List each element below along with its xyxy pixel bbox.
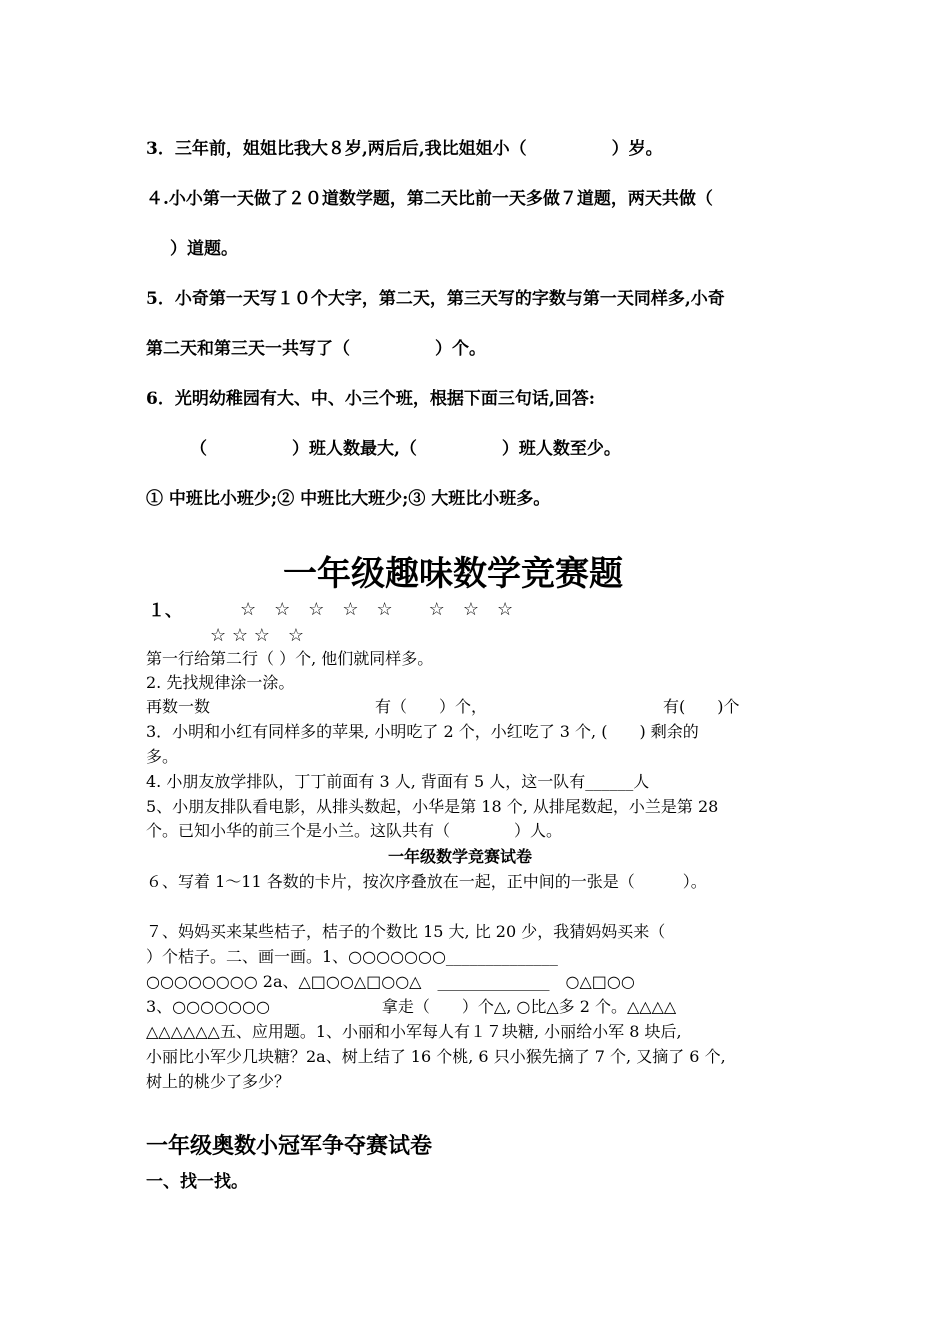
question-6-line3: ① 中班比小班少;② 中班比大班少;③ 大班比小班多。 (146, 489, 551, 509)
question-4-line2: ）道题。 (170, 239, 238, 259)
question-3-line2: 多。 (146, 747, 179, 766)
question-2-title: 2. 先找规律涂一涂。 (146, 673, 295, 692)
question-7-line1: ７、妈妈买来某些桔子，桔子的个数比 15 大, 比 20 少，我猜妈妈买来（ (146, 922, 666, 941)
section-3-sub: 一、找一找。 (146, 1172, 248, 1192)
question-7-line2: ）个桔子。二、画一画。1、○○○○○○○______________ (146, 947, 558, 966)
question-3: 3．三年前，姐姐比我大８岁,两后后,我比姐姐小（ ）岁。 (146, 139, 663, 159)
question-1-label: １、 (148, 601, 182, 621)
question-4: 4. 小朋友放学排队，丁丁前面有 3 人, 背面有 5 人，这一队有______人 (146, 772, 650, 791)
stars-row-1: ☆ ☆ ☆ ☆ ☆ ☆ ☆ ☆ (240, 599, 514, 620)
question-5-line2: 个。已知小华的前三个是小兰。这队共有（ ）人。 (146, 821, 563, 840)
question-5-line1: 5、小朋友排队看电影，从排头数起，小华是第 18 个, 从排尾数起，小兰是第 28 (146, 797, 719, 816)
question-5-line2: 第二天和第三天一共写了（ ）个。 (146, 339, 486, 359)
question-5-line1: 5．小奇第一天写１０个大字，第二天，第三天写的字数与第一天同样多,小奇 (146, 289, 725, 309)
question-3-line1: 3．小明和小红有同样多的苹果, 小明吃了 2 个，小红吃了 3 个, ( ) 剩余的 (146, 722, 699, 741)
section-3-title: 一年级奥数小冠军争夺赛试卷 (146, 1133, 433, 1159)
question-7-line3: ○○○○○○○○ 2a、△□○○△□○○△ ______________ ○△□○○ (146, 972, 635, 991)
question-2-count-b: 有( )个 (663, 697, 740, 716)
question-2-count-a: 有（ ）个， (375, 697, 488, 716)
question-6-line1: 6．光明幼稚园有大、中、小三个班，根据下面三句话,回答: (146, 389, 596, 409)
stars-row-2: ☆ ☆ ☆ ☆ (210, 625, 304, 646)
question-7-line6: 小丽比小军少几块糖？2a、树上结了 16 个桃, 6 只小猴先摘了 7 个, 又摘了 6 个, (146, 1047, 726, 1066)
question-1-text: 第一行给第二行（ ）个, 他们就同样多。 (146, 649, 434, 668)
question-6-line2: （ ）班人数最大,（ ）班人数至少。 (190, 439, 621, 459)
section-title: 一年级趣味数学竞赛题 (283, 554, 623, 594)
question-2-count-label: 再数一数 (146, 697, 211, 716)
question-7-line5: △△△△△△五、应用题。1、小丽和小军每人有１７块糖, 小丽给小军 8 块后, (146, 1022, 682, 1041)
question-6: ６、写着 1～11 各数的卡片，按次序叠放在一起，正中间的一张是（ ）。 (146, 872, 707, 891)
question-7-line7: 树上的桃少了多少？ (146, 1072, 291, 1091)
question-7-line4: 3、○○○○○○○ 拿走（ ）个△, ○比△多 2 个。△△△△ (146, 997, 677, 1016)
sub-title: 一年级数学竞赛试卷 (388, 847, 533, 866)
question-4-line1: ４.小小第一天做了２０道数学题，第二天比前一天多做７道题，两天共做（ (146, 189, 713, 209)
